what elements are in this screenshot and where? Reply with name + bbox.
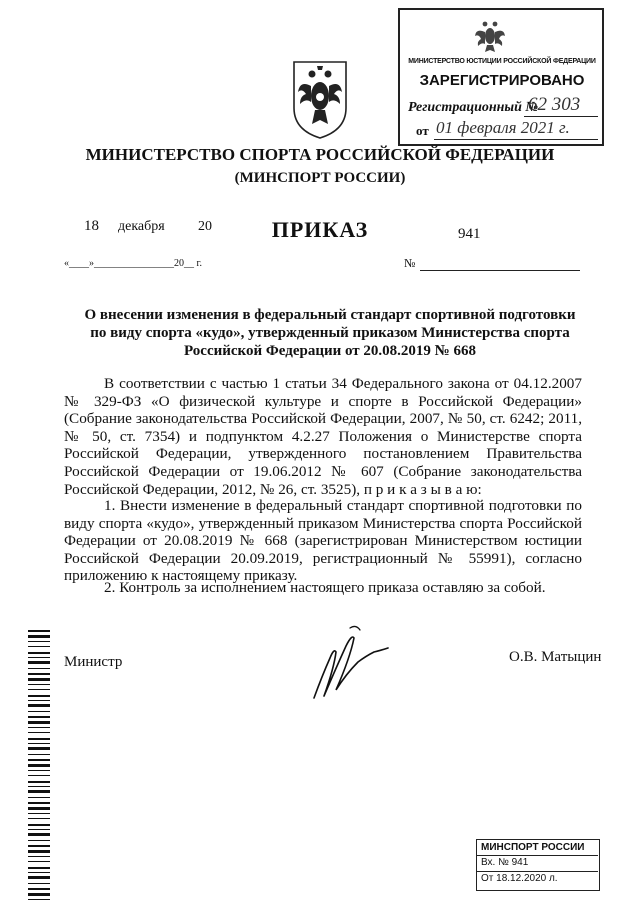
barcode-bar xyxy=(28,845,50,847)
barcode-bar xyxy=(28,840,50,841)
order-title: ПРИКАЗ xyxy=(271,217,369,242)
barcode-bar xyxy=(28,732,50,733)
barcode-bar xyxy=(28,641,50,642)
ministry-short-name: (МИНСПОРТ РОССИИ) xyxy=(234,170,406,186)
barcode-bar xyxy=(28,652,50,654)
barcode-bar xyxy=(28,790,50,793)
number-underline xyxy=(420,270,580,271)
stamp-emblem-icon xyxy=(472,14,508,56)
barcode-bar xyxy=(28,899,50,900)
barcode-bar xyxy=(28,813,50,814)
barcode-bar xyxy=(28,630,50,632)
barcode-bar xyxy=(28,775,50,776)
barcode-bar xyxy=(28,678,50,681)
barcode-bar xyxy=(28,738,50,740)
barcode-bar xyxy=(28,721,50,724)
barcode-bar xyxy=(28,747,50,750)
barcode-bar xyxy=(28,635,50,638)
barcode-bar xyxy=(28,833,50,836)
incoming-stamp-date: От 18.12.2020 л. xyxy=(481,873,558,884)
barcode-bar xyxy=(28,876,50,879)
barcode-bar xyxy=(28,867,50,869)
barcode-bar xyxy=(28,716,50,718)
barcode-bar xyxy=(28,770,50,771)
barcode-bar xyxy=(28,657,50,658)
order-day: 18 xyxy=(84,218,99,234)
barcode-bar xyxy=(28,802,50,804)
incoming-stamp-divider-2 xyxy=(477,871,598,872)
barcode-bar xyxy=(28,700,50,701)
date-template: «____»________________20__ г. xyxy=(64,258,202,269)
barcode-bar xyxy=(28,893,50,896)
barcode-bar xyxy=(28,661,50,664)
signer-name: О.В. Матыцин xyxy=(509,649,602,665)
barcode-bar xyxy=(28,673,50,675)
barcode-bar xyxy=(28,727,50,728)
stamp-ministry-name: МИНИСТЕРСТВО ЮСТИЦИИ РОССИЙСКОЙ ФЕДЕРАЦИИ xyxy=(408,58,596,65)
barcode-bar xyxy=(28,668,50,669)
barcode-icon xyxy=(28,630,50,900)
barcode-bar xyxy=(28,786,50,787)
barcode-bar xyxy=(28,754,50,755)
barcode-bar xyxy=(28,797,50,798)
signature-icon xyxy=(300,618,396,702)
body-paragraph-item-2: 2. Контроль за исполнением настоящего приказа оставляю за собой. xyxy=(104,579,546,596)
stamp-date-underline xyxy=(434,139,598,140)
barcode-bar xyxy=(28,743,50,744)
stamp-registered-label: ЗАРЕГИСТРИРОВАНО xyxy=(419,72,585,89)
barcode-bar xyxy=(28,883,50,884)
stamp-regnum-label: Регистрационный № xyxy=(408,100,539,115)
number-label: № xyxy=(404,256,416,270)
barcode-bar xyxy=(28,711,50,712)
document-title: О внесении изменения в федеральный стандарт спортивной подготовки по виду спорта «кудо», утвержденный приказом Министерства спорта Российской Федерации от 20.08.2019 № 668 xyxy=(84,307,576,359)
order-year: 20 xyxy=(198,219,212,234)
barcode-bar xyxy=(28,888,50,890)
body-paragraph-item-1: 1. Внести изменение в федеральный стандарт спортивной подготовки по виду спорта «кудо», утвержденный приказом Министерства спорта Российской Федерации от 20.08.2019 № 668 (зарегистрирован Министерством юстиции Российской Федерации 20.09.2019, регистрационный № 55991), согласно приложению к настоящему приказу. xyxy=(64,497,582,585)
body-paragraph-preamble: В соответствии с частью 1 статьи 34 Федерального закона от 04.12.2007 № 329-ФЗ «О физической культуре и спорте в Российской Федерации» (Собрание законодательства Российской Федерации, 2007, № 50, ст. 6242; 2011, № 50, ст. 7354) и подпунктом 4.2.27 Положения о Министерстве спорта Российской Федерации, утвержденного постановлением Правительства Российской Федерации от 19.06.2012 № 607 (Собрание законодательства Российской Федерации, 2012, № 26, ст. 3525), п р и к а з ы в а ю: xyxy=(64,375,582,498)
barcode-bar xyxy=(28,759,50,761)
barcode-bar xyxy=(28,689,50,690)
barcode-bar xyxy=(28,872,50,873)
barcode-bar xyxy=(28,861,50,862)
incoming-stamp-ministry: МИНСПОРТ РОССИИ xyxy=(481,842,585,853)
barcode-bar xyxy=(28,764,50,767)
order-number: 941 xyxy=(458,226,481,242)
barcode-bar xyxy=(28,824,50,826)
barcode-bar xyxy=(28,646,50,647)
barcode-bar xyxy=(28,684,50,685)
ministry-name: МИНИСТЕРСТВО СПОРТА РОССИЙСКОЙ ФЕДЕРАЦИИ xyxy=(85,145,555,164)
incoming-stamp-number: Вх. № 941 xyxy=(481,857,529,868)
stamp-regnum-underline xyxy=(524,116,598,117)
barcode-bar xyxy=(28,781,50,783)
order-month: декабря xyxy=(118,219,165,234)
incoming-stamp-divider-1 xyxy=(477,855,598,856)
stamp-regnum-value: 62 303 xyxy=(528,94,581,115)
signer-title: Министр xyxy=(64,654,123,670)
stamp-date-value: 01 февраля 2021 г. xyxy=(436,118,570,137)
emblem-icon xyxy=(288,52,352,142)
registration-stamp xyxy=(398,8,604,146)
barcode-bar xyxy=(28,850,50,853)
incoming-stamp xyxy=(476,839,600,891)
barcode-bar xyxy=(28,818,50,819)
barcode-bar xyxy=(28,807,50,810)
stamp-from-label: от xyxy=(416,123,429,138)
barcode-bar xyxy=(28,695,50,697)
barcode-bar xyxy=(28,829,50,830)
barcode-bar xyxy=(28,856,50,857)
barcode-bar xyxy=(28,704,50,707)
